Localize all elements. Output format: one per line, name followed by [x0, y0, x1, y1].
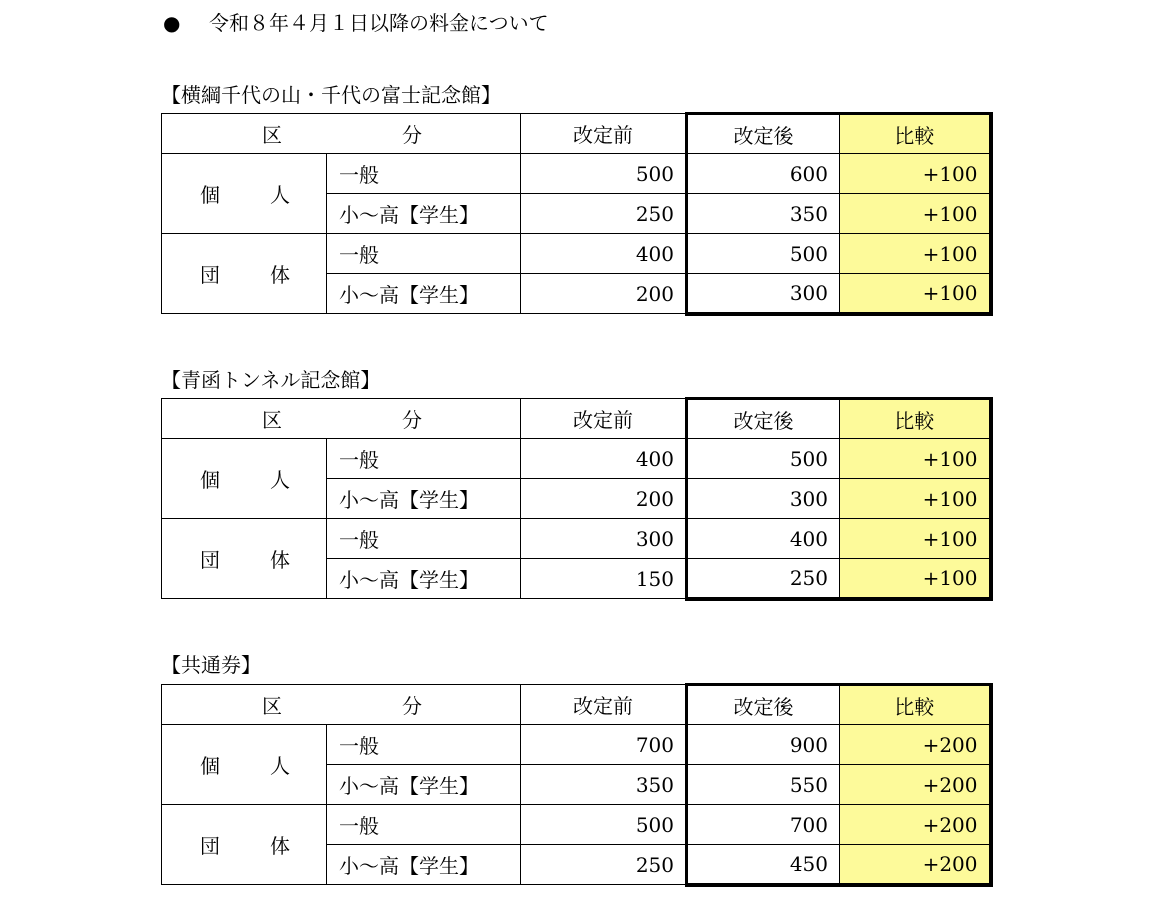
fee-diff: +100: [840, 194, 991, 234]
fee-diff: +200: [840, 805, 991, 845]
group-label: 団 体: [162, 805, 327, 885]
fee-after: 700: [687, 805, 840, 845]
group-label: 個 人: [162, 725, 327, 805]
fee-before: 350: [521, 765, 687, 805]
fee-after: 900: [687, 725, 840, 765]
before-header: 改定前: [521, 114, 687, 154]
fee-before: 500: [521, 805, 687, 845]
fee-before: 400: [521, 234, 687, 274]
fee-diff: +200: [840, 845, 991, 885]
fee-type: 小～高【学生】: [327, 274, 521, 314]
fee-before: 200: [521, 479, 687, 519]
bullet-icon: ●: [163, 11, 181, 35]
header-row: [162, 399, 991, 439]
after-header: 改定後: [687, 399, 840, 439]
fee-table: [161, 683, 993, 887]
table-row: [162, 234, 991, 274]
header-row: [162, 114, 991, 154]
diff-header: 比較: [840, 399, 991, 439]
diff-header: 比較: [840, 685, 991, 725]
kubun-header: 区 分: [162, 399, 521, 439]
fee-type: 小～高【学生】: [327, 479, 521, 519]
diff-header: 比較: [840, 114, 991, 154]
before-header: 改定前: [521, 399, 687, 439]
fee-after: 550: [687, 765, 840, 805]
fee-type: 一般: [327, 439, 521, 479]
fee-diff: +100: [840, 154, 991, 194]
fee-before: 200: [521, 274, 687, 314]
fee-type: 一般: [327, 725, 521, 765]
group-label: 団 体: [162, 234, 327, 314]
fee-diff: +100: [840, 519, 991, 559]
section-title: 【横綱千代の山・千代の富士記念館】: [161, 83, 501, 107]
fee-after: 300: [687, 274, 840, 314]
table-row: [162, 725, 991, 765]
table-row: [162, 805, 991, 845]
fee-diff: +100: [840, 479, 991, 519]
document-heading: [163, 8, 549, 38]
fee-diff: +100: [840, 559, 991, 599]
fee-table: [161, 397, 993, 601]
before-header: 改定前: [521, 685, 687, 725]
fee-before: 250: [521, 845, 687, 885]
fee-type: 小～高【学生】: [327, 765, 521, 805]
fee-diff: +200: [840, 725, 991, 765]
fee-table: [161, 112, 993, 316]
kubun-header: 区 分: [162, 685, 521, 725]
section-title: 【共通券】: [161, 653, 261, 677]
fee-diff: +100: [840, 274, 991, 314]
after-header: 改定後: [687, 685, 840, 725]
group-label: 団 体: [162, 519, 327, 599]
fee-diff: +200: [840, 765, 991, 805]
fee-after: 300: [687, 479, 840, 519]
section-title: 【青函トンネル記念館】: [161, 368, 381, 392]
fee-diff: +100: [840, 234, 991, 274]
kubun-header: 区 分: [162, 114, 521, 154]
heading-text: 令和８年４月１日以降の料金について: [209, 11, 549, 35]
fee-after: 500: [687, 234, 840, 274]
fee-type: 一般: [327, 234, 521, 274]
fee-after: 500: [687, 439, 840, 479]
fee-before: 150: [521, 559, 687, 599]
fee-type: 小～高【学生】: [327, 559, 521, 599]
after-header: 改定後: [687, 114, 840, 154]
fee-diff: +100: [840, 439, 991, 479]
table-row: [162, 154, 991, 194]
group-label: 個 人: [162, 439, 327, 519]
fee-after: 450: [687, 845, 840, 885]
fee-after: 600: [687, 154, 840, 194]
fee-type: 小～高【学生】: [327, 845, 521, 885]
fee-after: 350: [687, 194, 840, 234]
fee-type: 一般: [327, 519, 521, 559]
fee-before: 700: [521, 725, 687, 765]
fee-before: 500: [521, 154, 687, 194]
fee-after: 250: [687, 559, 840, 599]
fee-before: 250: [521, 194, 687, 234]
table-row: [162, 519, 991, 559]
group-label: 個 人: [162, 154, 327, 234]
fee-after: 400: [687, 519, 840, 559]
fee-before: 400: [521, 439, 687, 479]
fee-type: 一般: [327, 805, 521, 845]
fee-type: 一般: [327, 154, 521, 194]
table-row: [162, 439, 991, 479]
fee-before: 300: [521, 519, 687, 559]
fee-type: 小～高【学生】: [327, 194, 521, 234]
header-row: [162, 685, 991, 725]
